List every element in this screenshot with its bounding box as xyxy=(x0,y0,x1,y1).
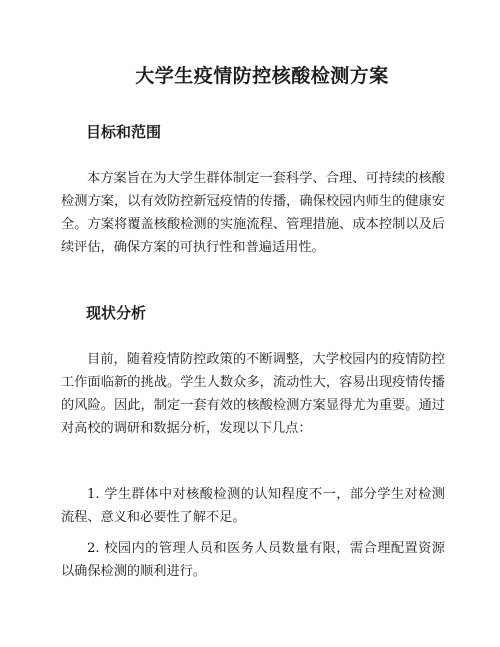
document-title: 大学生疫情防控核酸检测方案 xyxy=(135,65,389,87)
section-heading-goals: 目标和范围 xyxy=(86,123,162,141)
section-paragraph-goals: 本方案旨在为大学生群体制定一套科学、合理、可持续的核酸检测方案，以有效防控新冠疫情的传播，确保校园内师生的健康安全。方案将覆盖核酸检测的实施流程、管理措施、成本控制以及后续评估，确保方案的可执行性和普遍适用性。 xyxy=(61,171,445,255)
list-item: 2. 校园内的管理人员和医务人员数量有限，需合理配置资源以确保检测的顺利进行。 xyxy=(61,541,445,579)
section-heading-status: 现状分析 xyxy=(86,304,147,322)
list-item: 1. 学生群体中对核酸检测的认知程度不一，部分学生对检测流程、意义和必要性了解不足。 xyxy=(61,487,445,525)
section-paragraph-status: 目前，随着疫情防控政策的不断调整，大学校园内的疫情防控工作面临新的挑战。学生人数众多，流动性大，容易出现疫情传播的风险。因此，制定一套有效的核酸检测方案显得尤为重要。通过对高校的调研和数据分析，发现以下几点： xyxy=(61,352,445,436)
